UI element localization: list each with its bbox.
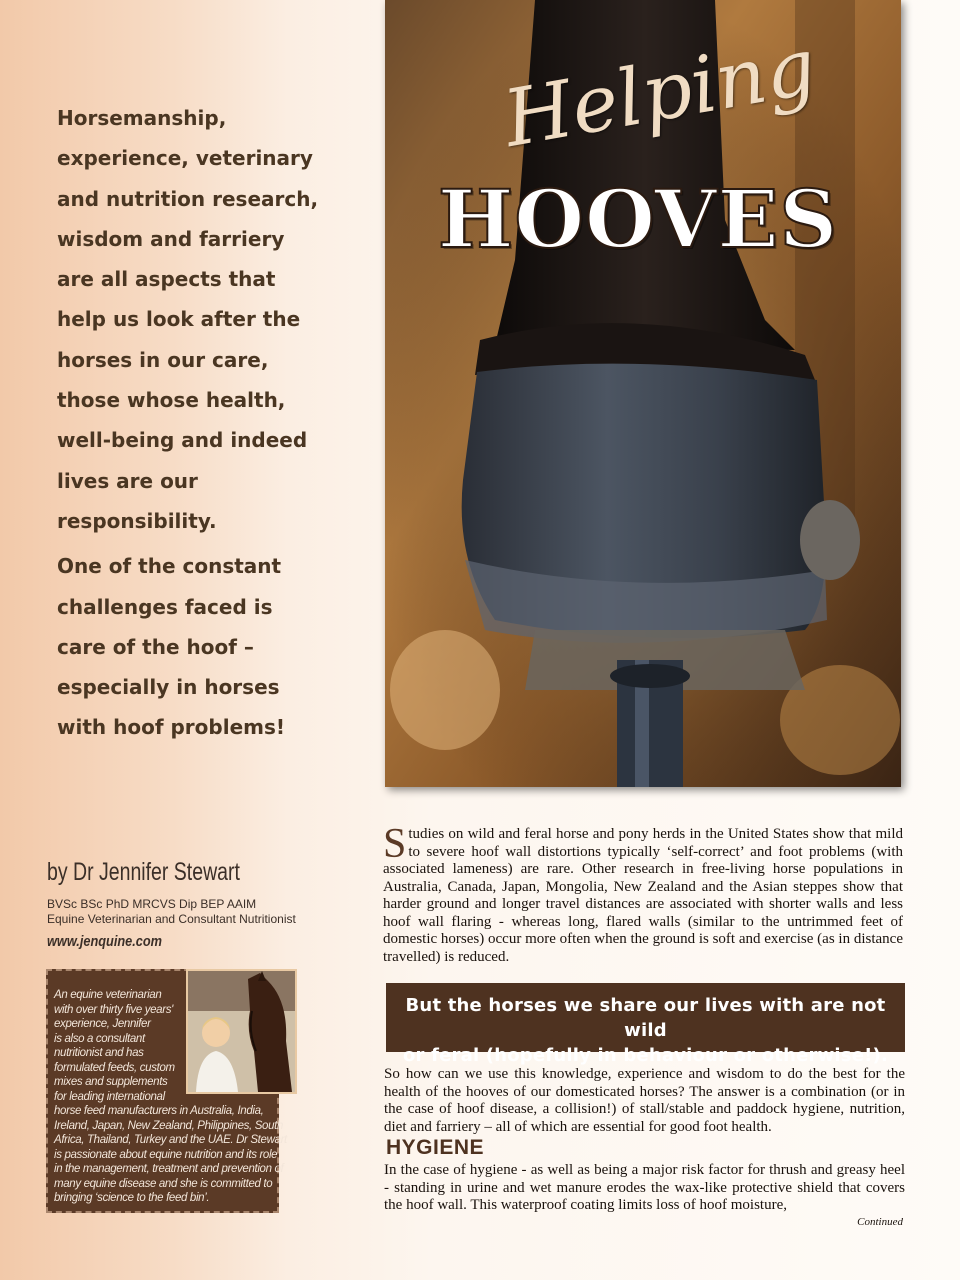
bio-line: mixes and supplements — [54, 1076, 168, 1088]
pull-quote — [386, 983, 905, 1066]
intro-paragraph-2: One of the constant challenges faced is care of the hoof – especially in horses with hoof problems! — [57, 554, 285, 740]
author-byline: by Dr Jennifer Stewart — [47, 858, 240, 886]
author-credentials: BVSc BSc PhD MRCVS Dip BEP AAIM — [47, 897, 257, 911]
bio-line: is also a consultant — [54, 1032, 145, 1045]
drop-cap: S — [383, 821, 407, 867]
bio-line: horse feed manufacturers in Australia, India, — [54, 1105, 264, 1117]
bio-line: with over thirty five years' — [54, 1003, 173, 1016]
intro-paragraph-1: Horsemanship, experience, veterinary and nutrition research, wisdom and farriery are all aspects that help us look after the horses in our care, those whose health, well-being and indeed lives are our responsibility. — [57, 106, 319, 533]
pull-quote-line-2: or feral (hopefully in behaviour or otherwise!). — [402, 1045, 888, 1066]
bio-line: in the management, treatment and prevention of — [54, 1163, 284, 1175]
bio-line: formulated feeds, custom — [54, 1061, 175, 1074]
bio-line: Africa, Thailand, Turkey and the UAE. Dr Stewart — [54, 1134, 287, 1146]
bio-line: bringing ‘science to the feed bin’. — [54, 1192, 210, 1204]
bio-line: for leading international — [54, 1090, 165, 1103]
author-role: Equine Veterinarian and Consultant Nutritionist — [47, 912, 296, 926]
title-main: HOOVES — [437, 172, 839, 266]
author-photo — [186, 969, 297, 1094]
article-paragraph-3: In the case of hygiene - as well as being a major risk factor for thrush and greasy heel - standing in urine and wet manure erodes the wax-like protective shield that covers the hoof wall. This waterproof coating limits loss of hoof moisture, — [384, 1162, 905, 1213]
intro-text — [57, 98, 327, 748]
article-paragraph-1 — [383, 821, 903, 966]
bio-line: Ireland, Japan, New Zealand, Philippines, South — [54, 1119, 284, 1132]
section-heading-hygiene: HYGIENE — [386, 1136, 485, 1159]
bio-line: is passionate about equine nutrition and its role — [54, 1148, 278, 1161]
bio-line: experience, Jennifer — [54, 1018, 151, 1030]
paragraph-1-text: tudies on wild and feral horse and pony herds in the United States show that mild to severe hoof wall distortions typically ‘self-correct’ and foot problems (with associated lameness) are rare. Other research in free-living horse populations in Australia, Canada, Japan, Mongolia, New Zealand and the Asian steppes show that harder ground and longer travel distances are associated with shorter walls and less hoof wall flaring - whereas long, flared walls (similar to the untrimmed feet of domestic horses) occur more often when the ground is soft and exercise (as in distance travelled) is reduced. — [383, 826, 903, 965]
author-website[interactable]: www.jenquine.com — [47, 933, 163, 950]
bio-line: nutritionist and has — [54, 1047, 144, 1059]
bio-line: An equine veterinarian — [54, 989, 162, 1001]
article-paragraph-2: So how can we use this knowledge, experience and wisdom to do the best for the health of the hooves of our domesticated horses? The answer is a combination (or in the case of hoof disease, a collision!) of stall/stable and paddock hygiene, nutrition, diet and farriery – all of which are essential for good foot health. — [384, 1066, 905, 1135]
bio-line: many equine disease and she is committed to — [54, 1177, 273, 1190]
author-credentials-block — [47, 897, 347, 927]
pull-quote-line-1: But the horses we share our lives with are not wild — [405, 995, 886, 1041]
continued-label: Continued — [857, 1216, 903, 1228]
title-script: Helping — [497, 21, 823, 166]
